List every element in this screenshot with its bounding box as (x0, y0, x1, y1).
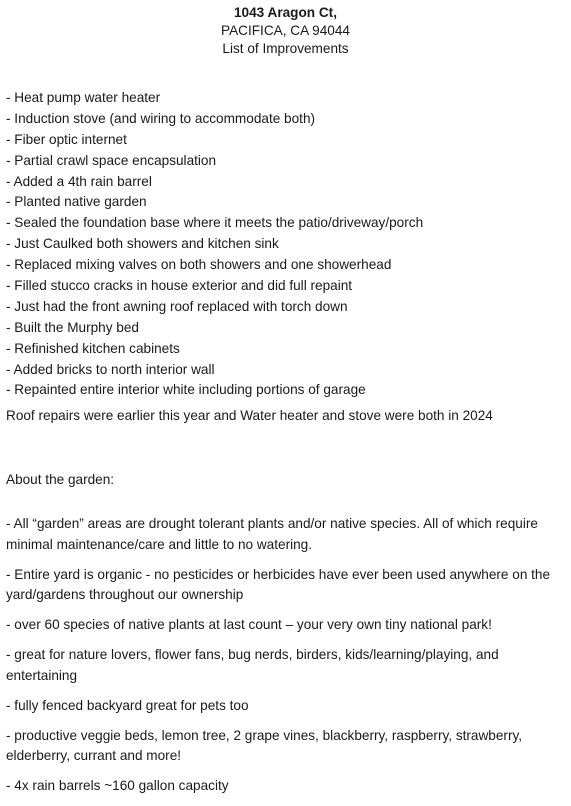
list-item: - Partial crawl space encapsulation (6, 152, 217, 168)
garden-item: - fully fenced backyard great for pets too (6, 697, 249, 713)
garden-list (6, 514, 568, 806)
list-item: - Induction stove (and wiring to accommodate both) (6, 110, 316, 126)
garden-heading: About the garden: (6, 472, 115, 487)
list-item: - Just had the front awning roof replaced with torch down (6, 298, 348, 314)
list-item: - Filled stucco cracks in house exterior and did full repaint (6, 278, 353, 294)
list-item: - Replaced mixing valves on both showers and one showerhead (6, 257, 392, 273)
garden-item: - 4x rain barrels ~160 gallon capacity (6, 778, 229, 793)
list-item: - Just Caulked both showers and kitchen sink (6, 236, 279, 252)
list-item: - Repainted entire interior white including portions of garage (6, 382, 366, 398)
garden-item: - productive veggie beds, lemon tree, 2 grape vines, blackberry, raspberry, strawberry, elderberry, currant and more! (6, 727, 523, 763)
list-item: - Added bricks to north interior wall (6, 361, 215, 377)
garden-item: - great for nature lovers, flower fans, bug nerds, birders, kids/learning/playing, and entertaining (6, 647, 499, 683)
garden-item: - over 60 species of native plants at last count – your very own tiny national park! (6, 617, 492, 632)
address-line-1: 1043 Aragon Ct, (234, 5, 337, 20)
garden-item: - Entire yard is organic - no pesticides or herbicides have ever been used anywhere on the yard/gardens throughout our ownership (6, 566, 551, 602)
list-item: - Refinished kitchen cabinets (6, 340, 180, 356)
address-line-2: PACIFICA, CA 94044 (221, 23, 350, 38)
list-item: - Planted native garden (6, 194, 147, 210)
document-title: List of Improvements (222, 41, 349, 56)
document-header (0, 0, 571, 58)
list-item: - Added a 4th rain barrel (6, 173, 152, 189)
list-item: - Sealed the foundation base where it meets the patio/driveway/porch (6, 215, 424, 231)
list-item: - Built the Murphy bed (6, 319, 139, 335)
roof-note: Roof repairs were earlier this year and Water heater and stove were both in 2024 (6, 408, 493, 423)
list-item: - Heat pump water heater (6, 90, 161, 105)
list-item: - Fiber optic internet (6, 131, 127, 147)
improvements-list (6, 88, 566, 401)
garden-item: - All “garden” areas are drought tolerant plants and/or native species. All of which require minimal maintenance/care and little to no watering. (6, 516, 538, 552)
